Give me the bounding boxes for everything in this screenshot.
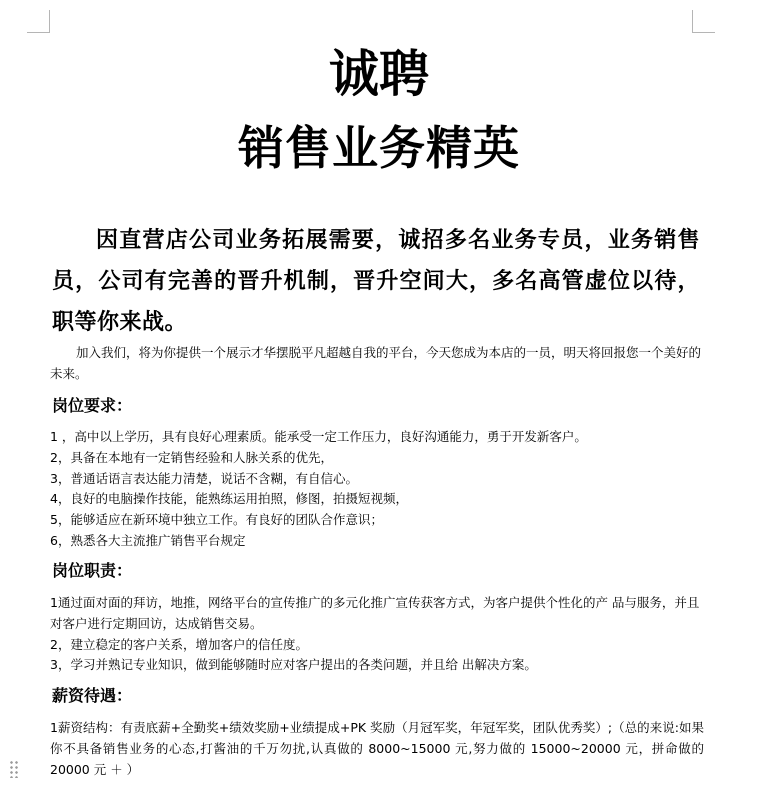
list-item: 1通过面对面的拜访，地推，网络平台的宣传推广的多元化推广宣传获客方式，为客户提供个性化的产 品与服务，并且对客户进行定期回访，达成销售交易。 <box>50 595 700 631</box>
page-title: 诚聘 <box>329 44 429 103</box>
salary-paragraph: 1薪资结构：有责底薪+全勤奖+绩效奖励+业绩提成+PK 奖励（月冠军奖，年冠军奖，团队优秀奖）;（总的来说:如果你不具备销售业务的心态,打酱油的千万勿扰,认真做的 8000~15000 元,努力做的 15000~20000 元，拼命做的 20000 元 ＋ ） <box>50 720 704 777</box>
requirements-heading: 岗位要求： <box>52 396 133 415</box>
intro-paragraph: 因直营店公司业务拓展需要，诚招多名业务专员，业务销售员，公司有完善的晋升机制，晋升空间大，多名高管虚位以待，职等你来战。 <box>52 227 700 335</box>
list-item: 3，学习并熟记专业知识，做到能够随时应对客户提出的各类问题，并且给 出解决方案。 <box>50 657 537 673</box>
salary-heading: 薪资待遇： <box>52 686 133 705</box>
list-item: 5，能够适应在新环境中独立工作。有良好的团队合作意识； <box>50 512 383 528</box>
duties-list <box>50 593 710 676</box>
crop-mark-top-right <box>692 10 715 33</box>
requirements-list <box>50 427 710 552</box>
list-item: 2，建立稳定的客户关系，增加客户的信任度。 <box>50 636 308 652</box>
list-item: 6，熟悉各大主流推广销售平台规定 <box>50 532 246 548</box>
list-item: 1 ，高中以上学历，具有良好心理素质。能承受一定工作压力，良好沟通能力，勇于开发新客户。 <box>50 429 587 444</box>
list-item: 3，普通话语言表达能力清楚，说话不含糊，有自信心。 <box>50 470 358 486</box>
list-item: 2，具备在本地有一定销售经验和人脉关系的优先， <box>50 449 333 465</box>
drag-handle-icon[interactable] <box>9 760 19 778</box>
page-subtitle: 销售业务精英 <box>238 121 520 175</box>
join-paragraph: 加入我们，将为你提供一个展示才华摆脱平凡超越自我的平台，今天您成为本店的一员，明天将回报您一个美好的未来。 <box>50 345 702 381</box>
list-item: 4，良好的电脑操作技能，能熟练运用拍照，修图，拍摄短视频， <box>50 491 408 507</box>
duties-heading: 岗位职责： <box>52 561 133 580</box>
crop-mark-top-left <box>27 10 50 33</box>
